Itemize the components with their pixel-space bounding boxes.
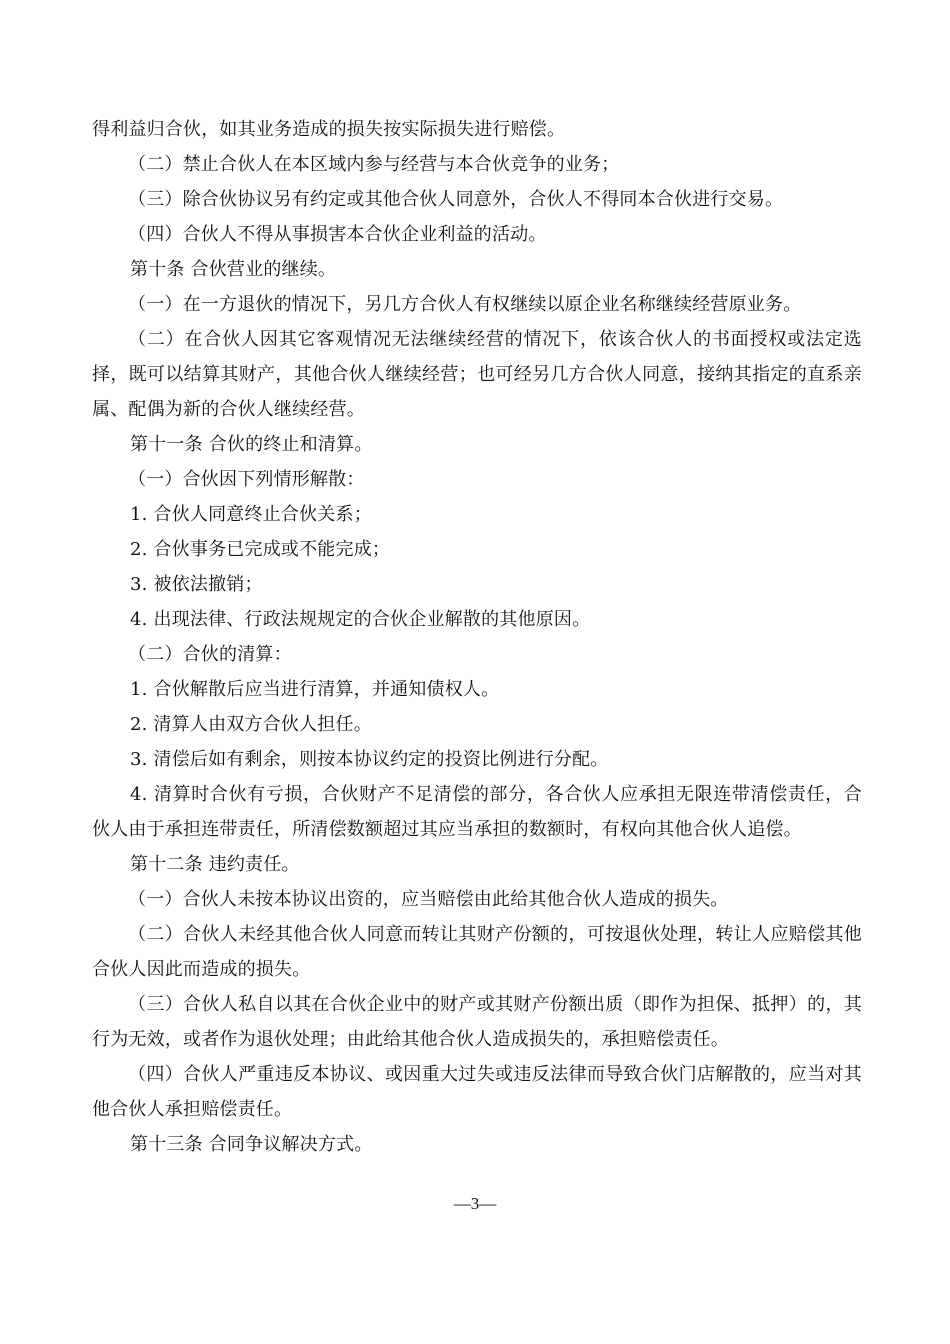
article-10-clause-1: （一）在一方退伙的情况下，另几方合伙人有权继续以原企业名称继续经营原业务。 (128, 294, 802, 315)
article-11-liquidation-item-2: 2. 清算人由双方合伙人担任。 (130, 714, 372, 735)
article-12-heading: 第十二条 违约责任。 (130, 854, 300, 875)
article-11-item-1: 1. 合伙人同意终止合伙关系； (130, 504, 372, 525)
paragraph-clause-2: （二）禁止合伙人在本区域内参与经营与本合伙竞争的业务； (128, 154, 620, 175)
paragraph-continuation: 得利益归合伙，如其业务造成的损失按实际损失进行赔偿。 (92, 119, 566, 140)
paragraph-clause-4: （四）合伙人不得从事损害本合伙企业利益的活动。 (128, 224, 547, 245)
article-12-clause-3: （三）合伙人私自以其在合伙企业中的财产或其财产份额出质（即作为担保、抵押）的，其行为无效，或者作为退伙处理；由此给其他合伙人造成损失的，承担赔偿责任。 (92, 994, 862, 1050)
article-11-item-4: 4. 出现法律、行政法规规定的合伙企业解散的其他原因。 (130, 609, 591, 630)
article-12-clause-2: （二）合伙人未经其他合伙人同意而转让其财产份额的，可按退伙处理，转让人应赔偿其他合伙人因此而造成的损失。 (92, 924, 862, 980)
article-10-clause-2: （二）在合伙人因其它客观情况无法继续经营的情况下，依该合伙人的书面授权或法定选择，既可以结算其财产，其他合伙人继续经营；也可经另几方合伙人同意，接纳其指定的直系亲属、配偶为新的合伙人继续经营。 (92, 329, 862, 420)
article-11-item-2: 2. 合伙事务已完成或不能完成； (130, 539, 391, 560)
article-11-heading: 第十一条 合伙的终止和清算。 (130, 434, 373, 455)
article-11-liquidation-item-3: 3. 清偿后如有剩余，则按本协议约定的投资比例进行分配。 (130, 749, 609, 770)
article-12-clause-1: （一）合伙人未按本协议出资的，应当赔偿由此给其他合伙人造成的损失。 (128, 889, 729, 910)
page-number: —3— (453, 1194, 497, 1213)
article-13-heading: 第十三条 合同争议解决方式。 (130, 1134, 373, 1155)
article-11-liquidation-item-4: 4. 清算时合伙有亏损，合伙财产不足清偿的部分，各合伙人应承担无限连带清偿责任，合伙人由于承担连带责任，所清偿数额超过其应当承担的数额时，有权向其他合伙人追偿。 (92, 784, 862, 840)
article-11-clause-2: （二）合伙的清算： (128, 644, 292, 665)
article-12-clause-4: （四）合伙人严重违反本协议、或因重大过失或违反法律而导致合伙门店解散的，应当对其他合伙人承担赔偿责任。 (92, 1064, 862, 1120)
article-11-clause-1: （一）合伙因下列情形解散： (128, 469, 365, 490)
paragraph-clause-3: （三）除合伙协议另有约定或其他合伙人同意外，合伙人不得同本合伙进行交易。 (128, 189, 784, 210)
article-10-heading: 第十条 合伙营业的继续。 (130, 259, 337, 280)
article-11-item-3: 3. 被依法撤销； (130, 574, 263, 595)
document-body (92, 112, 862, 1162)
article-11-liquidation-item-1: 1. 合伙解散后应当进行清算，并通知债权人。 (130, 679, 500, 700)
